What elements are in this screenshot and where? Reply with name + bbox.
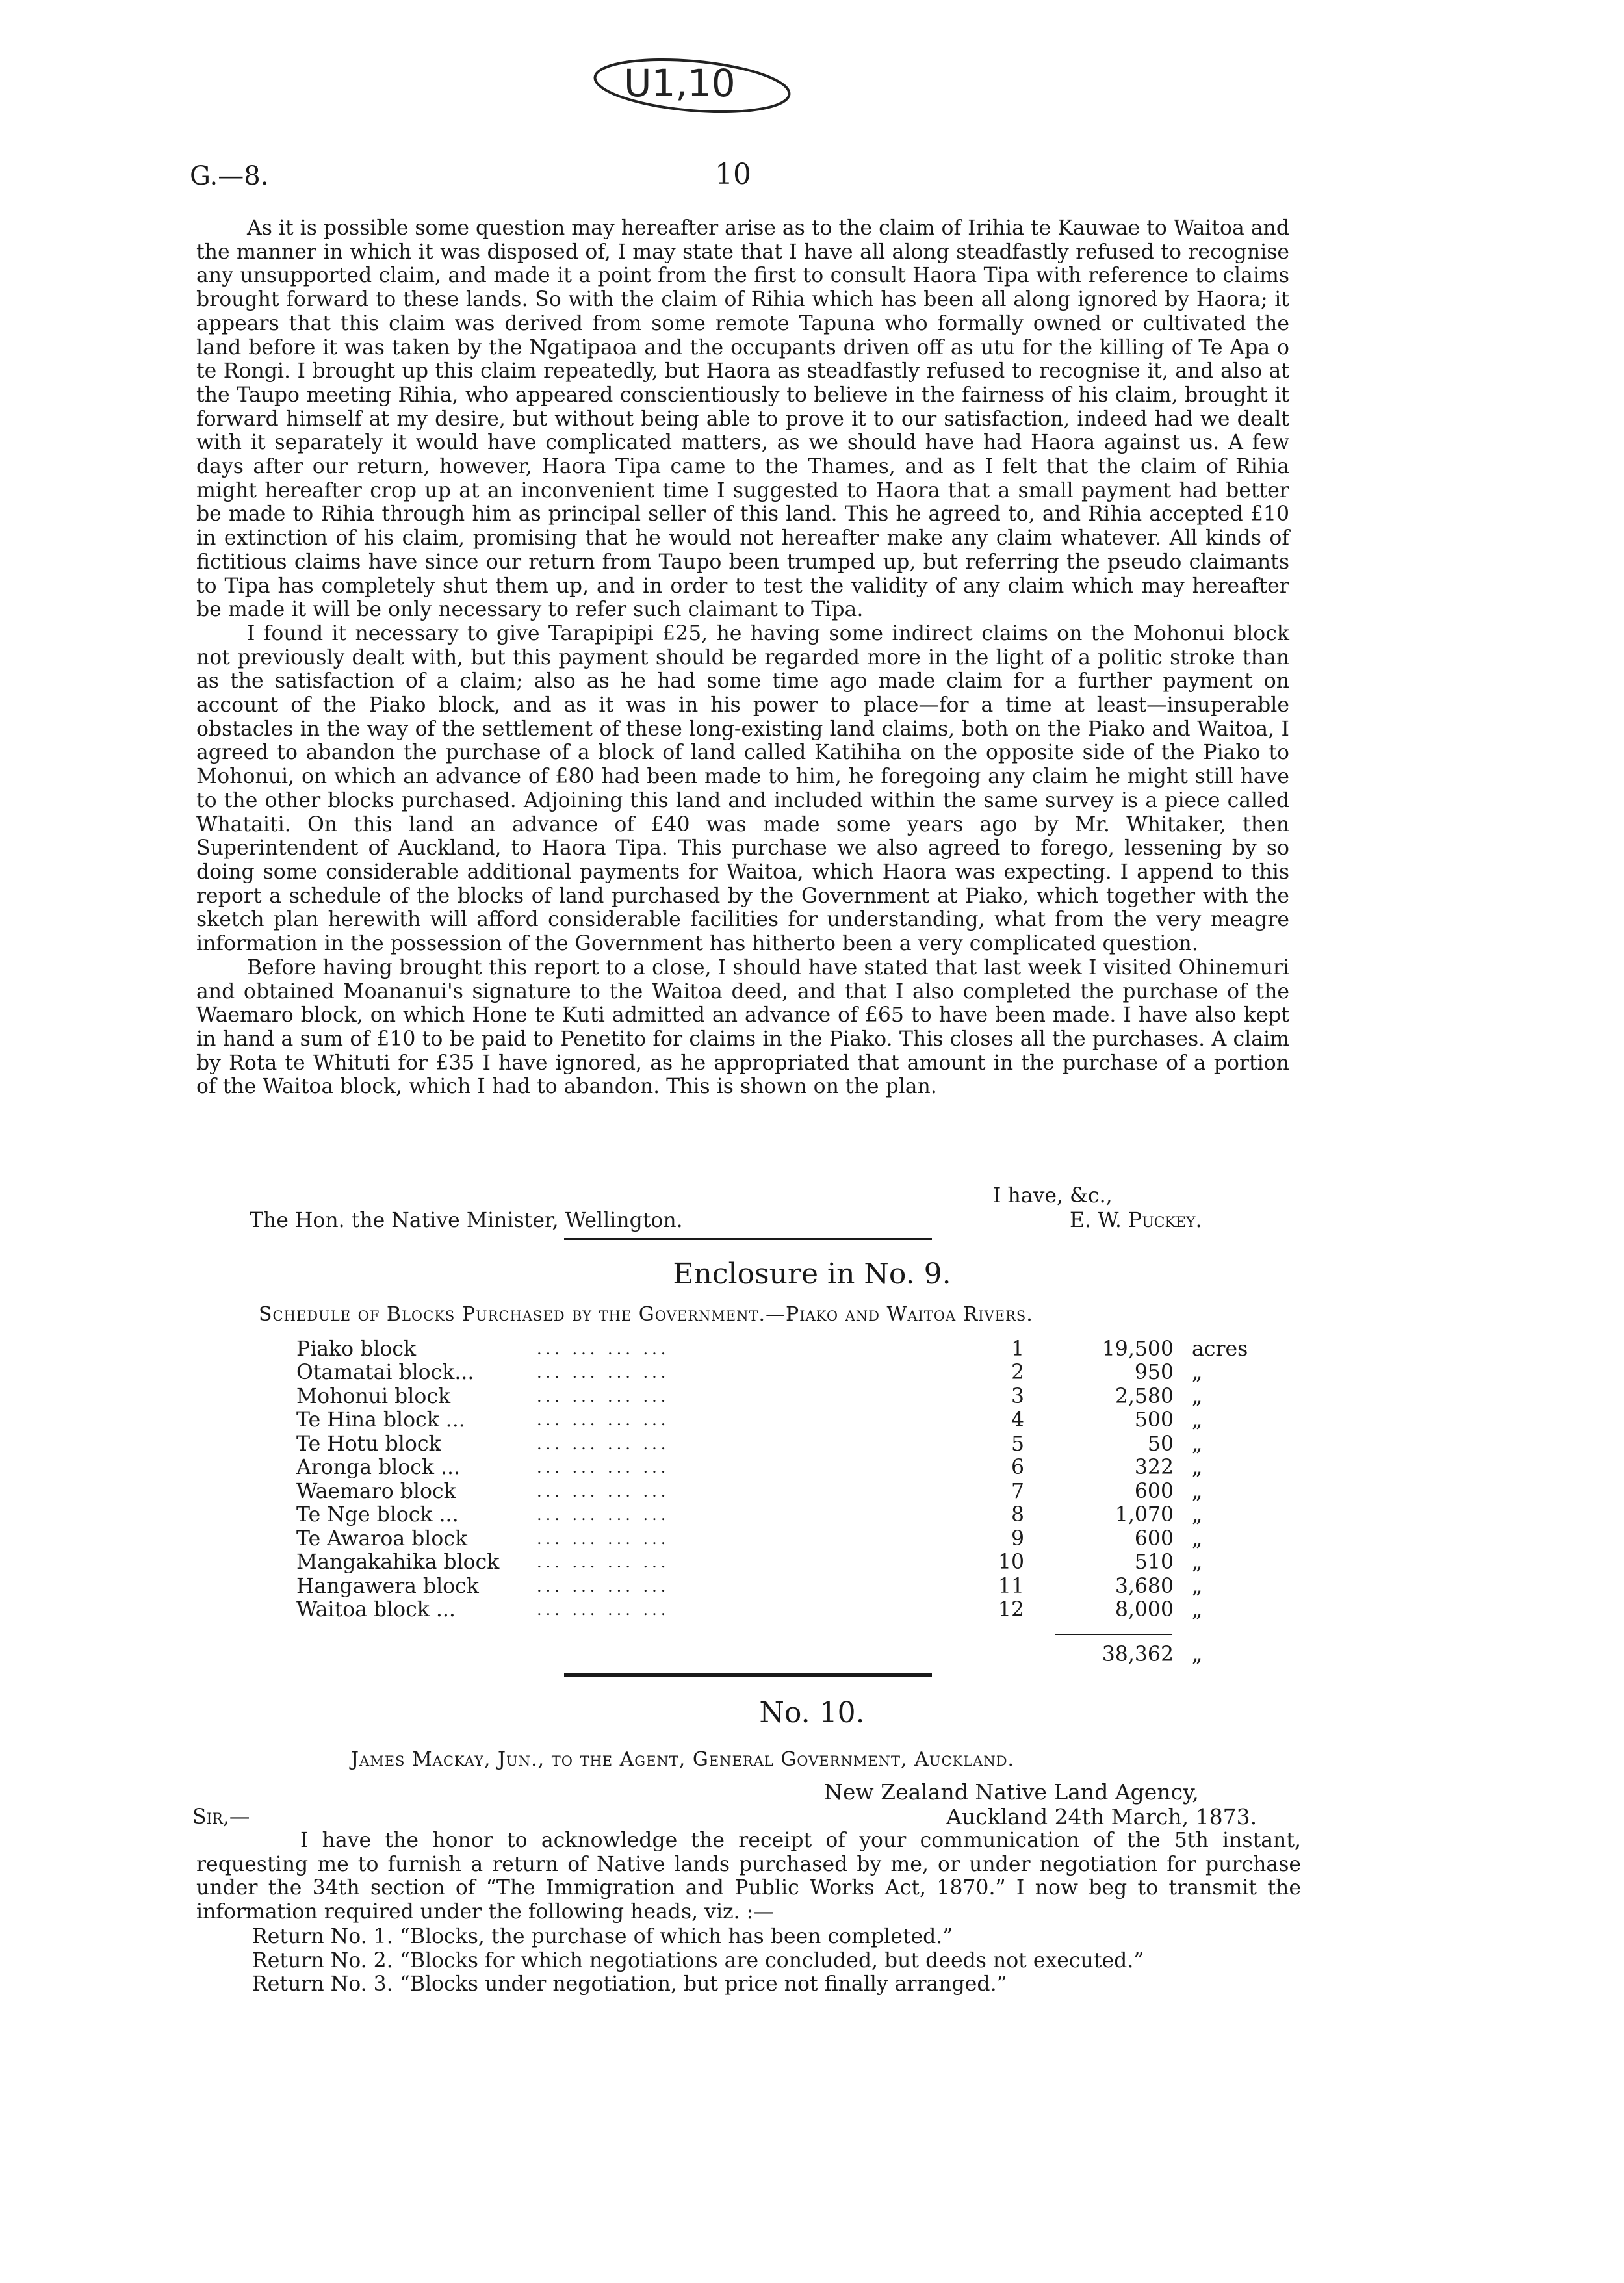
block-number: 5 xyxy=(1011,1432,1024,1456)
leader-dots: ... ... ... ... xyxy=(537,1577,670,1595)
block-acres: 600 xyxy=(1134,1527,1174,1551)
block-name: Otamatai block... xyxy=(296,1361,474,1384)
acres-unit: „ xyxy=(1192,1432,1203,1456)
paragraph-2: I found it necessary to give Tarapipipi £25, he having some indirect claims on the Mohonui block not previously dealt with, but this payment should be regarded more in the light of a politic stroke than as the satisfaction of a claim; also as he had some time ago made claim for a further payment on account of the Piako block, and as it was in his power to place—for a time at least—insuperable obstacles in the way of the settlement of these long-existing land claims, both on the Piako and Waitoa, I agreed to abandon the purchase of a block of land called Katihiha on the opposite side of the Piako to Mohonui, on which an advance of £80 had been made to him, he foregoing any claim he might still have to the other blocks purchased. Adjoining this land and included within the same survey is a piece called Whataiti. On this land an advance of £40 was made some years ago by Mr. Whitaker, then Superintendent of Auckland, to Haora Tipa. This purchase we also agreed to forego, lessening by so doing some considerable additional payments for Waitoa, which Haora was expecting. I append to this report a schedule of the blocks of land purchased by the Government at Piako, which together with the sketch plan herewith will afford considerable facilities for understanding, what from the very meagre information in the possession of the Government has hitherto been a very complicated question. xyxy=(196,621,1289,956)
block-name: Piako block xyxy=(296,1337,417,1361)
block-number: 10 xyxy=(998,1551,1024,1574)
schedule-row xyxy=(296,1575,1271,1598)
letter-heading: James Mackay, Jun., to the Agent, General Government, Auckland. xyxy=(351,1748,1015,1771)
block-acres: 600 xyxy=(1134,1480,1174,1503)
acres-unit: „ xyxy=(1192,1408,1203,1432)
acres-unit: „ xyxy=(1192,1503,1203,1527)
salutation: Sir,— xyxy=(192,1805,250,1829)
block-number: 11 xyxy=(998,1575,1024,1598)
acres-unit: „ xyxy=(1192,1361,1203,1384)
block-name: Aronga block ... xyxy=(296,1456,460,1479)
schedule-row xyxy=(296,1551,1271,1574)
acres-unit: „ xyxy=(1192,1456,1203,1479)
letter-body xyxy=(196,1829,1301,1924)
leader-dots: ... ... ... ... xyxy=(537,1340,670,1358)
leader-dots: ... ... ... ... xyxy=(537,1387,670,1406)
paragraph-3: Before having brought this report to a close, I should have stated that last week I visited Ohinemuri and obtained Moananui's signature to the Waitoa deed, and that I also completed the purchase of the Waemaro block, on which Hone te Kuti admitted an advance of £65 to have been made. I have also kept in hand a sum of £10 to be paid to Penetito for claims in the Piako. This closes all the purchases. A claim by Rota te Whituti for £35 I have ignored, as he appropriated that amount in the purchase of a portion of the Waitoa block, which I had to abandon. This is shown on the plan. xyxy=(196,955,1289,1099)
schedule-row xyxy=(296,1361,1271,1384)
block-acres: 950 xyxy=(1134,1361,1174,1384)
leader-dots: ... ... ... ... xyxy=(537,1506,670,1524)
address-line-1: New Zealand Native Land Agency, xyxy=(824,1779,1199,1805)
block-acres: 8,000 xyxy=(1115,1598,1174,1621)
leader-dots: ... ... ... ... xyxy=(537,1530,670,1548)
total-acres: 38,362 xyxy=(1102,1643,1174,1666)
block-number: 2 xyxy=(1011,1361,1024,1384)
enclosure-title: Enclosure in No. 9. xyxy=(673,1258,951,1291)
addressee: The Hon. the Native Minister, Wellington. xyxy=(250,1209,683,1232)
schedule-row xyxy=(296,1385,1271,1408)
block-number: 7 xyxy=(1011,1480,1024,1503)
leader-dots: ... ... ... ... xyxy=(537,1363,670,1382)
leader-dots: ... ... ... ... xyxy=(537,1458,670,1477)
divider-top xyxy=(564,1238,932,1240)
leader-dots: ... ... ... ... xyxy=(537,1601,670,1619)
block-acres: 1,070 xyxy=(1115,1503,1174,1527)
schedule-title: Schedule of Blocks Purchased by the Government.—Piako and Waitoa Rivers. xyxy=(259,1303,1033,1326)
return-item-1: Return No. 1. “Blocks, the purchase of which has been completed.” xyxy=(252,1925,953,1948)
schedule-row xyxy=(296,1337,1271,1361)
divider-bottom xyxy=(564,1673,932,1677)
schedule-row xyxy=(296,1432,1271,1456)
block-number: 1 xyxy=(1011,1337,1024,1361)
block-number: 12 xyxy=(998,1598,1024,1621)
block-number: 4 xyxy=(1011,1408,1024,1432)
leader-dots: ... ... ... ... xyxy=(537,1482,670,1501)
block-number: 3 xyxy=(1011,1385,1024,1408)
block-number: 9 xyxy=(1011,1527,1024,1551)
acres-unit: „ xyxy=(1192,1551,1203,1574)
leader-dots: ... ... ... ... xyxy=(537,1553,670,1571)
schedule-row xyxy=(296,1527,1271,1551)
address-line-2: Auckland 24th March, 1873. xyxy=(946,1804,1257,1829)
handwritten-text: U1,10 xyxy=(624,61,736,105)
block-name: Te Nge block ... xyxy=(296,1503,459,1527)
block-number: 8 xyxy=(1011,1503,1024,1527)
returns-list xyxy=(252,1925,1144,1996)
letter-paragraph: I have the honor to acknowledge the receipt of your communication of the 5th instant, requesting me to furnish a return of Native lands purchased by me, or under negotiation for purchase under the 34th section of “The Immigration and Public Works Act, 1870.” I now beg to transmit the information required under the following heads, viz. :— xyxy=(196,1829,1301,1924)
leader-dots: ... ... ... ... xyxy=(537,1435,670,1453)
block-name: Waemaro block xyxy=(296,1480,456,1503)
total-unit: „ xyxy=(1192,1643,1203,1666)
total-rule xyxy=(1055,1634,1172,1635)
block-name: Mangakahika block xyxy=(296,1551,500,1574)
schedule-row xyxy=(296,1480,1271,1503)
block-name: Te Hotu block xyxy=(296,1432,441,1456)
leader-dots: ... ... ... ... xyxy=(537,1411,670,1429)
acres-unit: „ xyxy=(1192,1575,1203,1598)
acres-unit: „ xyxy=(1192,1527,1203,1551)
block-acres: 510 xyxy=(1134,1551,1174,1574)
block-name: Mohonui block xyxy=(296,1385,451,1408)
letter-number: No. 10. xyxy=(759,1696,865,1729)
block-acres: 2,580 xyxy=(1115,1385,1174,1408)
block-acres: 322 xyxy=(1134,1456,1174,1479)
sign-off: I have, &c., xyxy=(993,1184,1113,1207)
acres-unit: „ xyxy=(1192,1480,1203,1503)
block-name: Hangawera block xyxy=(296,1575,479,1598)
block-name: Waitoa block ... xyxy=(296,1598,456,1621)
block-acres: 50 xyxy=(1147,1432,1174,1456)
block-name: Te Hina block ... xyxy=(296,1408,465,1432)
report-body xyxy=(196,216,1289,1099)
block-acres: 19,500 xyxy=(1102,1337,1174,1361)
block-acres: 500 xyxy=(1134,1408,1174,1432)
return-item-2: Return No. 2. “Blocks for which negotiations are concluded, but deeds not executed.” xyxy=(252,1948,1144,1972)
block-acres: 3,680 xyxy=(1115,1575,1174,1598)
schedule-row xyxy=(296,1598,1271,1621)
document-code: G.—8. xyxy=(190,161,269,191)
return-item-3: Return No. 3. “Blocks under negotiation, but price not finally arranged.” xyxy=(252,1972,1007,1996)
schedule-row xyxy=(296,1408,1271,1432)
acres-unit: „ xyxy=(1192,1598,1203,1621)
schedule-row xyxy=(296,1456,1271,1479)
page-number: 10 xyxy=(715,158,751,191)
acres-unit: „ xyxy=(1192,1385,1203,1408)
paragraph-1: As it is possible some question may hereafter arise as to the claim of Irihia te Kauwae to Waitoa and the manner in which it was disposed of, I may state that I have all along steadfastly refused to recognise any unsupported claim, and made it a point from the first to consult Haora Tipa with reference to claims brought forward to these lands. So with the claim of Rihia which has been all along ignored by Haora; it appears that this claim was derived from some remote Tapuna who formally owned or cultivated the land before it was taken by the Ngatipaoa and the occupants driven off as utu for the killing of Te Apa o te Rongi. I brought up this claim repeatedly, but Haora as steadfastly refused to recognise it, and also at the Taupo meeting Rihia, who appeared conscientiously to believe in the fairness of his claim, brought it forward himself at my desire, but without being able to prove it to our satisfaction, indeed had we dealt with it separately it would have complicated matters, as we should have had Haora against us. A few days after our return, however, Haora Tipa came to the Thames, and as I felt that the claim of Rihia might hereafter crop up at an inconvenient time I suggested to Haora that a small payment had better be made to Rihia through him as principal seller of this land. This he agreed to, and Rihia accepted £10 in extinction of his claim, promising that he would not hereafter make any claim whatever. All kinds of fictitious claims have since our return from Taupo been trumped up, but referring the pseudo claimants to Tipa has completely shut them up, and in order to test the validity of any claim which may hereafter be made it will be only necessary to refer such claimant to Tipa. xyxy=(196,216,1289,622)
signature: E. W. Puckey. xyxy=(1070,1209,1202,1232)
handwritten-annotation xyxy=(585,52,799,120)
schedule-row xyxy=(296,1503,1271,1527)
block-name: Te Awaroa block xyxy=(296,1527,468,1551)
acres-unit: acres xyxy=(1192,1337,1248,1361)
block-number: 6 xyxy=(1011,1456,1024,1479)
